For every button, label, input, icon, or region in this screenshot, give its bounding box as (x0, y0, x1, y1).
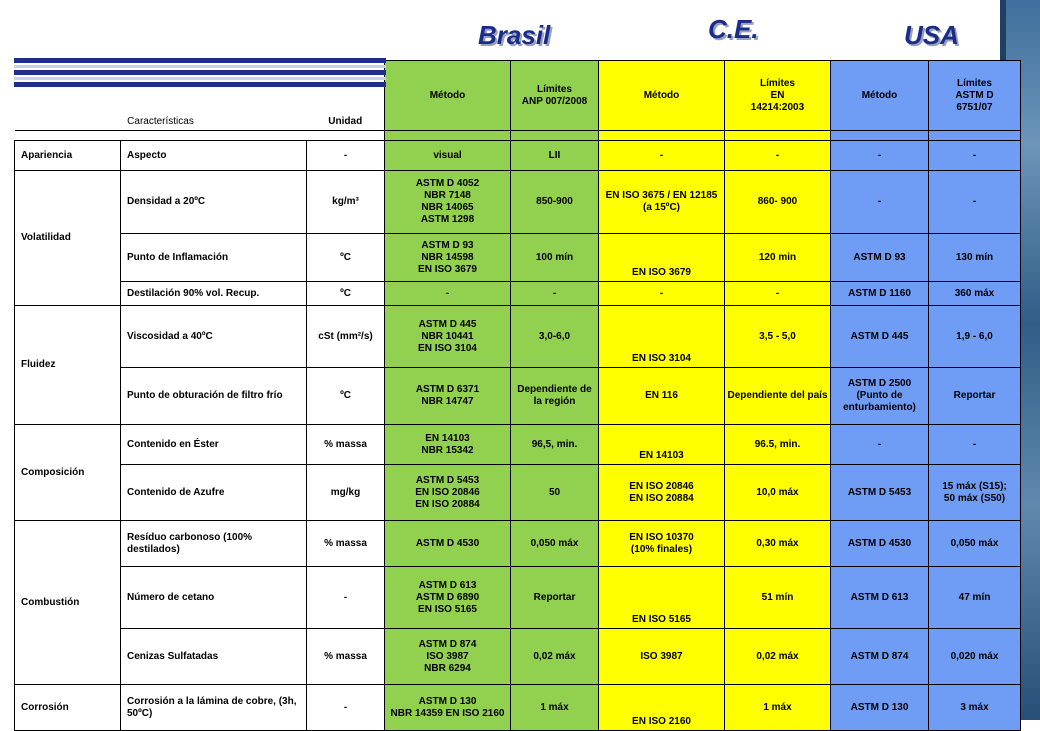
row-limit-usa: 130 mín (929, 234, 1021, 282)
row-unit: ºC (307, 234, 385, 282)
group-corrosion: Corrosión (15, 685, 121, 731)
row-method-brasil: ASTM D 874 ISO 3987 NBR 6294 (385, 629, 511, 685)
stripe (14, 82, 386, 87)
table-row (15, 141, 1021, 171)
row-method-ce: EN 116 (599, 368, 725, 425)
row-method-usa: ASTM D 130 (831, 685, 929, 731)
region-label-usa: USA (904, 20, 959, 50)
row-limit-brasil: - (511, 282, 599, 306)
row-method-ce: EN ISO 20846 EN ISO 20884 (599, 465, 725, 521)
row-method-usa: ASTM D 2500 (Punto de enturbamiento) (831, 368, 929, 425)
row-limit-ce: 0,30 máx (725, 521, 831, 567)
row-method-brasil: ASTM D 5453 EN ISO 20846 EN ISO 20884 (385, 465, 511, 521)
row-limit-ce: 1 máx (725, 685, 831, 731)
row-limit-ce: 860- 900 (725, 171, 831, 234)
row-limit-brasil: 1 máx (511, 685, 599, 731)
row-limit-usa: 360 máx (929, 282, 1021, 306)
table-row (15, 465, 1021, 521)
row-unit: cSt (mm²/s) (307, 306, 385, 368)
row-limit-ce: - (725, 141, 831, 171)
row-method-brasil: ASTM D 613 ASTM D 6890 EN ISO 5165 (385, 567, 511, 629)
row-characteristic: Cenizas Sulfatadas (121, 629, 307, 685)
table-row (15, 368, 1021, 425)
row-characteristic: Destilación 90% vol. Recup. (121, 282, 307, 306)
row-limit-brasil: 50 (511, 465, 599, 521)
stripe (14, 58, 386, 63)
table-row (15, 282, 1021, 306)
row-method-usa: ASTM D 874 (831, 629, 929, 685)
row-limit-brasil: LII (511, 141, 599, 171)
row-limit-ce: 120 min (725, 234, 831, 282)
row-method-ce: - (599, 282, 725, 306)
row-limit-usa: Reportar (929, 368, 1021, 425)
row-limit-usa: 47 mín (929, 567, 1021, 629)
row-characteristic: Punto de Inflamación (121, 234, 307, 282)
row-method-usa: ASTM D 93 (831, 234, 929, 282)
row-method-ce: EN ISO 5165 (599, 567, 725, 629)
row-method-brasil: ASTM D 4530 (385, 521, 511, 567)
header-metodo-ce: Método (599, 61, 725, 131)
row-method-ce: EN ISO 2160 (599, 685, 725, 731)
row-characteristic: Corrosión a la lámina de cobre, (3h, 50ºC) (121, 685, 307, 731)
row-unit: % massa (307, 521, 385, 567)
row-limit-ce: Dependiente del país (725, 368, 831, 425)
row-method-ce: ISO 3987 (599, 629, 725, 685)
row-method-brasil: ASTM D 93 NBR 14598 EN ISO 3679 (385, 234, 511, 282)
row-characteristic: Resíduo carbonoso (100% destilados) (121, 521, 307, 567)
row-limit-usa: - (929, 141, 1021, 171)
row-method-ce: EN ISO 3104 (599, 306, 725, 368)
row-method-ce: - (599, 141, 725, 171)
row-limit-usa: 15 máx (S15); 50 máx (S50) (929, 465, 1021, 521)
group-volatilidad: Volatilidad (15, 171, 121, 306)
group-apariencia: Apariencia (15, 141, 121, 171)
row-unit: kg/m³ (307, 171, 385, 234)
row-characteristic: Contenido en Éster (121, 425, 307, 465)
stripe (14, 65, 386, 68)
row-method-brasil: - (385, 282, 511, 306)
table-row (15, 306, 1021, 368)
row-limit-brasil: Reportar (511, 567, 599, 629)
row-limit-ce: 10,0 máx (725, 465, 831, 521)
row-unit: - (307, 141, 385, 171)
row-limit-usa: - (929, 425, 1021, 465)
row-method-usa: ASTM D 5453 (831, 465, 929, 521)
row-unit: % massa (307, 425, 385, 465)
table-row (15, 521, 1021, 567)
row-limit-brasil: 96,5, min. (511, 425, 599, 465)
row-unit: - (307, 685, 385, 731)
region-label-brasil: Brasil (478, 20, 551, 50)
row-method-ce: EN ISO 10370 (10% finales) (599, 521, 725, 567)
row-method-ce: EN ISO 3675 / EN 12185 (a 15ºC) (599, 171, 725, 234)
row-method-usa: ASTM D 613 (831, 567, 929, 629)
group-fluidez: Fluidez (15, 306, 121, 425)
table-row (15, 425, 1021, 465)
row-method-brasil: ASTM D 6371 NBR 14747 (385, 368, 511, 425)
header-unidad: Unidad (307, 61, 385, 131)
row-limit-ce: 3,5 - 5,0 (725, 306, 831, 368)
row-characteristic: Punto de obturación de filtro frío (121, 368, 307, 425)
decorative-stripes (14, 58, 386, 98)
row-limit-usa: 0,020 máx (929, 629, 1021, 685)
row-limit-brasil: 3,0-6,0 (511, 306, 599, 368)
row-method-usa: - (831, 425, 929, 465)
header-metodo-usa: Método (831, 61, 929, 131)
table-row (15, 567, 1021, 629)
spacer-row (15, 131, 1021, 141)
row-characteristic: Contenido de Azufre (121, 465, 307, 521)
row-method-usa: ASTM D 1160 (831, 282, 929, 306)
row-method-usa: ASTM D 4530 (831, 521, 929, 567)
row-method-brasil: EN 14103 NBR 15342 (385, 425, 511, 465)
row-limit-ce: 96.5, min. (725, 425, 831, 465)
table-row (15, 171, 1021, 234)
row-unit: mg/kg (307, 465, 385, 521)
row-characteristic: Aspecto (121, 141, 307, 171)
row-method-usa: - (831, 171, 929, 234)
table-row (15, 629, 1021, 685)
row-limit-brasil: 100 mín (511, 234, 599, 282)
row-method-ce: EN 14103 (599, 425, 725, 465)
row-method-usa: - (831, 141, 929, 171)
row-limit-brasil: 0,050 máx (511, 521, 599, 567)
row-characteristic: Viscosidad a 40ºC (121, 306, 307, 368)
group-combustion: Combustión (15, 521, 121, 685)
stripe (14, 70, 386, 75)
header-metodo-brasil: Método (385, 61, 511, 131)
row-limit-usa: - (929, 171, 1021, 234)
row-method-brasil: visual (385, 141, 511, 171)
row-unit: % massa (307, 629, 385, 685)
row-unit: ºC (307, 368, 385, 425)
row-method-usa: ASTM D 445 (831, 306, 929, 368)
header-limites-brasil: Límites ANP 007/2008 (511, 61, 599, 131)
row-limit-ce: 0,02 máx (725, 629, 831, 685)
biodiesel-spec-table (14, 60, 1021, 731)
header-caracteristicas: Características (15, 61, 307, 131)
stripe (14, 77, 386, 80)
table-row (15, 685, 1021, 731)
row-limit-brasil: 0,02 máx (511, 629, 599, 685)
row-characteristic: Número de cetano (121, 567, 307, 629)
row-limit-usa: 1,9 - 6,0 (929, 306, 1021, 368)
header-limites-usa: Límites ASTM D 6751/07 (929, 61, 1021, 131)
row-method-brasil: ASTM D 4052 NBR 7148 NBR 14065 ASTM 1298 (385, 171, 511, 234)
row-limit-brasil: 850-900 (511, 171, 599, 234)
row-unit: ºC (307, 282, 385, 306)
row-method-ce: EN ISO 3679 (599, 234, 725, 282)
row-limit-usa: 0,050 máx (929, 521, 1021, 567)
table-row (15, 234, 1021, 282)
row-limit-ce: 51 mín (725, 567, 831, 629)
row-method-brasil: ASTM D 445 NBR 10441 EN ISO 3104 (385, 306, 511, 368)
row-limit-ce: - (725, 282, 831, 306)
header-limites-ce: Límites EN 14214:2003 (725, 61, 831, 131)
row-limit-usa: 3 máx (929, 685, 1021, 731)
region-label-ce: C.E. (708, 14, 759, 44)
group-composicion: Composición (15, 425, 121, 521)
row-method-brasil: ASTM D 130 NBR 14359 EN ISO 2160 (385, 685, 511, 731)
row-characteristic: Densidad a 20ºC (121, 171, 307, 234)
row-unit: - (307, 567, 385, 629)
row-limit-brasil: Dependiente de la región (511, 368, 599, 425)
